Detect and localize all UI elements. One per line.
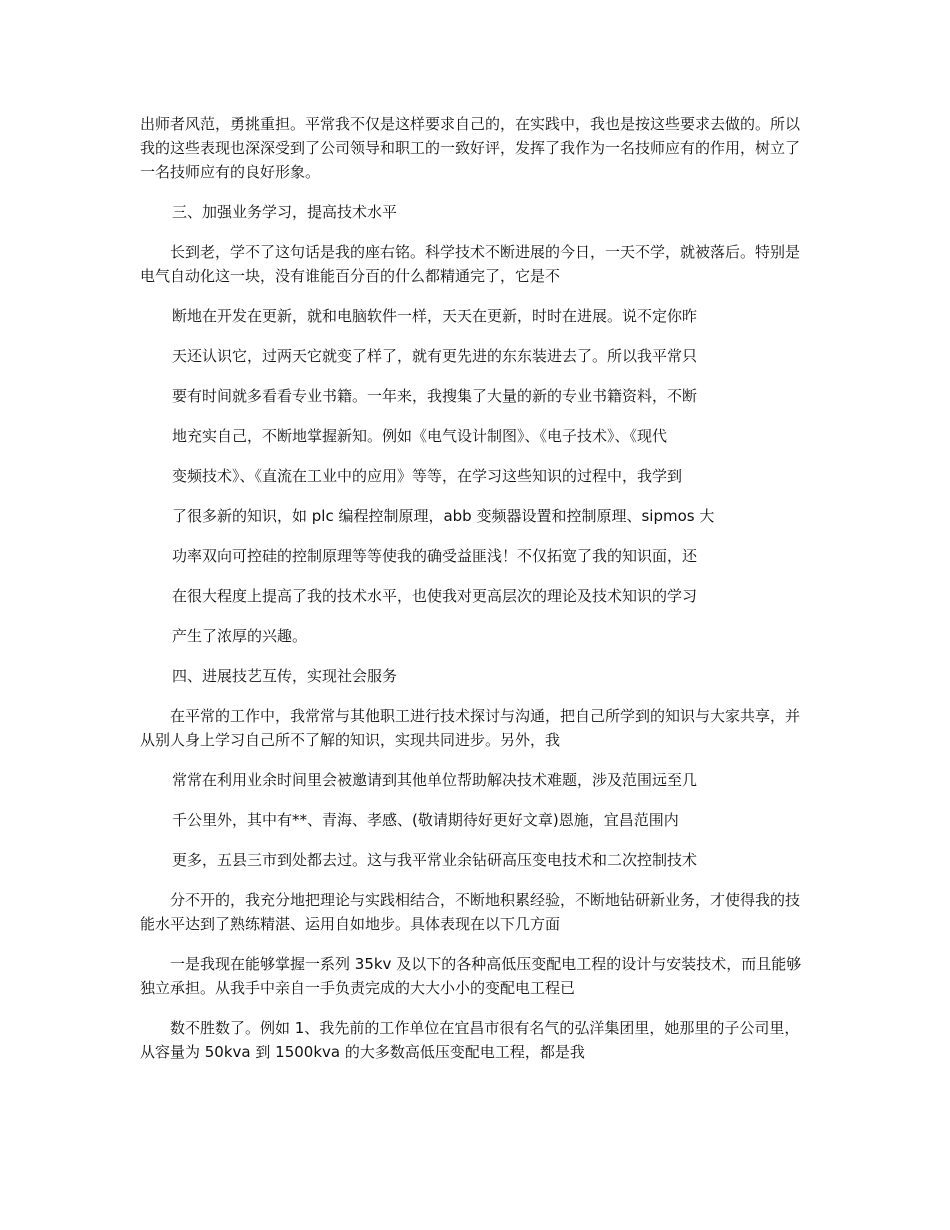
text-line: 常常在利用业余时间里会被邀请到其他单位帮助解决技术难题，涉及范围远至几 [172,771,698,789]
text-line: 要有时间就多看看专业书籍。一年来，我搜集了大量的新的专业书籍资料，不断 [172,387,698,405]
text-line: 断地在开发在更新，就和电脑软件一样，天天在更新，时时在进展。说不定你昨 [172,307,698,325]
paragraph-2: 长到老，学不了这句话是我的座右铭。科学技术不断进展的今日，一天不学，就被落后。特别是电气自动化这一块，没有谁能百分百的什么都精通完了，它是不 [140,243,801,285]
paragraph-3: 在平常的工作中，我常常与其他职工进行技术探讨与沟通，把自己所学到的知识与大家共享，并从别人身上学习自己所不了解的知识，实现共同进步。另外，我 [140,707,801,749]
section-heading-4: 四、进展技艺互传，实现社会服务 [172,667,398,685]
text-line: 产生了浓厚的兴趣。 [172,627,308,645]
document-body [140,112,810,1080]
paragraph-4: 分不开的，我充分地把理论与实践相结合，不断地积累经验，不断地钻研新业务，才使得我的技能水平达到了熟练精湛、运用自如地步。具体表现在以下几方面 [140,891,801,933]
paragraph-6: 数不胜数了。例如 1、我先前的工作单位在宜昌市很有名气的弘洋集团里，她那里的子公司里，从容量为 50kva 到 1500kva 的大多数高低压变配电工程，都是我 [140,1019,800,1061]
section-heading-3: 三、加强业务学习，提高技术水平 [172,203,398,221]
text-line: 在很大程度上提高了我的技术水平，也使我对更高层次的理论及技术知识的学习 [172,587,698,605]
paragraph-1: 出师者风范，勇挑重担。平常我不仅是这样要求自己的，在实践中，我也是按这些要求去做的。所以我的这些表现也深深受到了公司领导和职工的一致好评，发挥了我作为一名技师应有的作用，树立了一名技师应有的良好形象。 [140,115,801,181]
paragraph-5: 一是我现在能够掌握一系列 35kv 及以下的各种高低压变配电工程的设计与安装技术，而且能够独立承担。从我手中亲自一手负责完成的大大小小的变配电工程已 [140,955,802,997]
text-line: 功率双向可控硅的控制原理等等使我的确受益匪浅！不仅拓宽了我的知识面，还 [172,547,698,565]
text-line: 千公里外，其中有**、青海、孝感、(敬请期待好更好文章)恩施，宜昌范围内 [172,811,679,829]
text-line: 变频技术》、《直流在工业中的应用》等等，在学习这些知识的过程中，我学到 [172,467,683,485]
text-line: 了很多新的知识，如 plc 编程控制原理，abb 变频器设置和控制原理、sipmos 大 [172,507,715,525]
text-line: 地充实自己，不断地掌握新知。例如《电气设计制图》、《电子技术》、《现代 [172,427,668,445]
text-line: 天还认识它，过两天它就变了样了，就有更先进的东东装进去了。所以我平常只 [172,347,698,365]
text-line: 更多，五县三市到处都去过。这与我平常业余钻研高压变电技术和二次控制技术 [172,851,698,869]
